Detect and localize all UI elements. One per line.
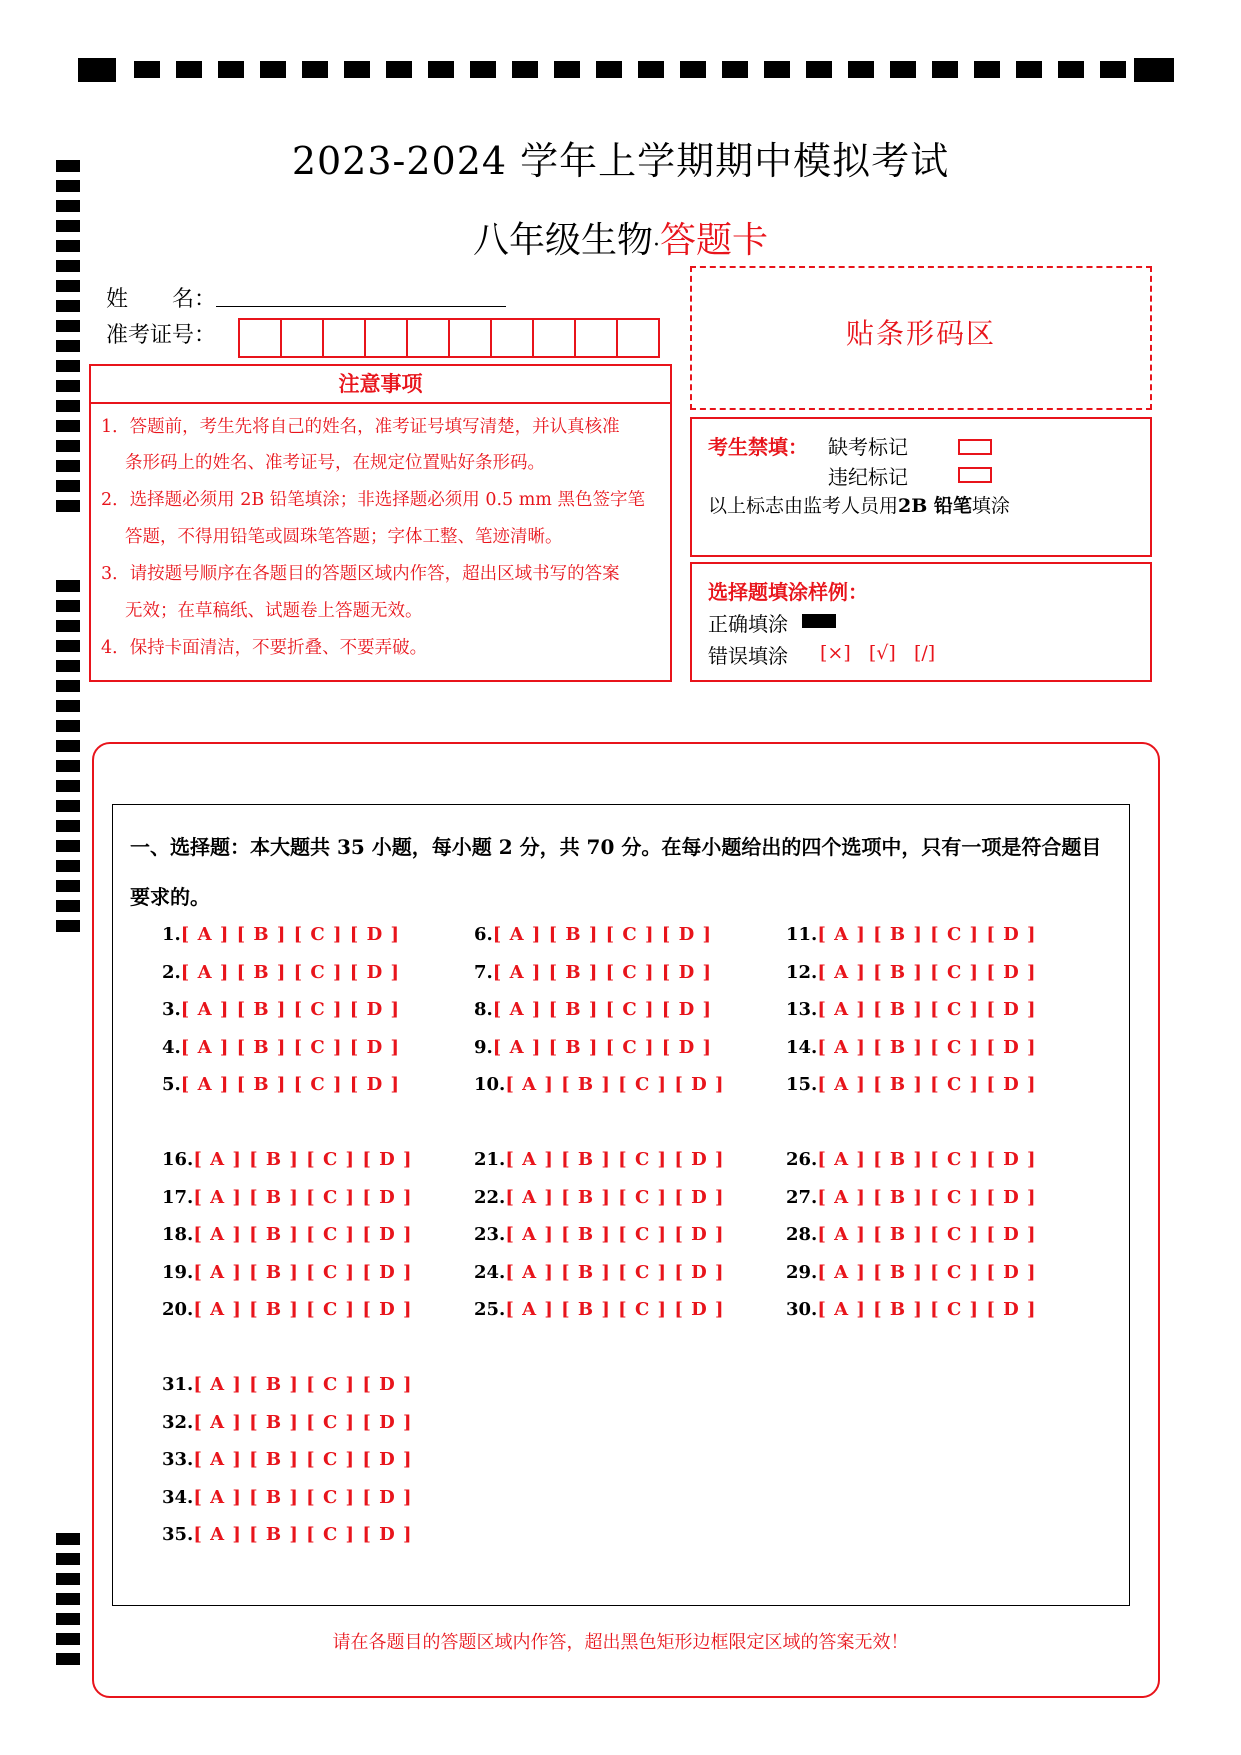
answer-options[interactable]: [ A ] [ B ] [ C ] [ D ]	[817, 1224, 1037, 1245]
wrong-mark-cross: [×]	[820, 642, 851, 664]
question-number: 35.	[162, 1524, 194, 1545]
question-number: 23.	[474, 1224, 506, 1245]
answer-options[interactable]: [ A ] [ B ] [ C ] [ D ]	[193, 1186, 413, 1208]
timing-mark	[302, 61, 328, 78]
timing-mark	[890, 61, 916, 78]
question-number: 9.	[474, 1036, 493, 1058]
question-row	[786, 1037, 1037, 1058]
timing-mark	[56, 280, 80, 292]
timing-mark	[56, 1613, 80, 1625]
question-row	[786, 1074, 1037, 1095]
wrong-mark-slash: [/]	[913, 642, 936, 664]
timing-mark	[638, 61, 664, 78]
timing-mark	[56, 680, 80, 692]
exam-id-label: 准考证号：	[106, 323, 217, 348]
forbidden-note	[708, 491, 1010, 518]
question-row	[474, 1149, 725, 1170]
answer-options[interactable]: [ A ] [ B ] [ C ] [ D ]	[193, 1486, 413, 1508]
answer-options[interactable]: [ A ] [ B ] [ C ] [ D ]	[193, 1374, 413, 1395]
timing-mark	[56, 1653, 80, 1665]
question-number: 34.	[162, 1486, 194, 1508]
timing-mark	[56, 460, 80, 472]
answer-options[interactable]: [ A ] [ B ] [ C ] [ D ]	[180, 924, 400, 945]
answer-options[interactable]: [ A ] [ B ] [ C ] [ D ]	[817, 1299, 1037, 1320]
answer-options[interactable]: [ A ] [ B ] [ C ] [ D ]	[193, 1524, 413, 1545]
question-row	[474, 1262, 725, 1283]
absent-mark-label: 缺考标记	[828, 435, 908, 459]
left-timing-marks	[56, 160, 80, 1680]
timing-mark	[56, 480, 80, 492]
correct-fill-sample	[802, 614, 836, 628]
notice-line: 无效；在草稿纸、试题卷上答题无效。	[125, 601, 423, 621]
name-field[interactable]	[216, 306, 506, 307]
answer-options[interactable]: [ A ] [ B ] [ C ] [ D ]	[193, 1149, 413, 1170]
answer-options[interactable]: [ A ] [ B ] [ C ] [ D ]	[492, 961, 712, 983]
timing-mark	[56, 720, 80, 732]
answer-options[interactable]: [ A ] [ B ] [ C ] [ D ]	[817, 924, 1037, 945]
answer-options[interactable]: [ A ] [ B ] [ C ] [ D ]	[505, 1149, 725, 1170]
question-number: 11.	[786, 924, 818, 945]
fill-sample-box	[690, 562, 1152, 682]
sample-title: 选择题填涂样例：	[708, 580, 868, 604]
timing-mark	[56, 640, 80, 652]
question-number: 30.	[786, 1299, 818, 1320]
question-number: 4.	[162, 1036, 181, 1058]
notice-line: 1．答题前，考生先将自己的姓名，准考证号填写清楚，并认真核准	[101, 417, 620, 437]
answer-options[interactable]: [ A ] [ B ] [ C ] [ D ]	[505, 1261, 725, 1283]
question-row	[474, 1074, 725, 1095]
question-row	[162, 1487, 413, 1508]
question-row	[786, 924, 1037, 945]
answer-options[interactable]: [ A ] [ B ] [ C ] [ D ]	[193, 1261, 413, 1283]
timing-mark	[56, 1553, 80, 1565]
exam-id-digit-box[interactable]	[532, 318, 576, 358]
timing-mark	[1100, 61, 1126, 78]
timing-mark	[344, 61, 370, 78]
notice-title: 注意事项	[89, 364, 672, 404]
timing-mark	[56, 200, 80, 212]
question-number: 1.	[162, 924, 181, 945]
exam-id-digit-box[interactable]	[616, 318, 660, 358]
question-row	[162, 1449, 413, 1470]
question-row	[162, 999, 400, 1020]
question-number: 32.	[162, 1411, 194, 1433]
question-number: 7.	[474, 961, 493, 983]
answer-options[interactable]: [ A ] [ B ] [ C ] [ D ]	[492, 1036, 712, 1058]
question-row	[162, 962, 400, 983]
question-row	[162, 1187, 413, 1208]
page-subtitle	[0, 212, 1241, 263]
timing-mark	[512, 61, 538, 78]
question-row	[162, 1374, 413, 1395]
forbidden-note-prefix: 以上标志由监考人员用	[708, 495, 899, 517]
timing-mark	[764, 61, 790, 78]
question-number: 27.	[786, 1186, 818, 1208]
notice-line: 答题，不得用铅笔或圆珠笔答题；字体工整、笔迹清晰。	[125, 527, 563, 547]
question-row	[162, 1149, 413, 1170]
forbidden-note-suffix: 填涂	[971, 495, 1010, 517]
timing-mark	[134, 61, 160, 78]
timing-mark	[78, 58, 116, 82]
question-row	[162, 1412, 413, 1433]
answer-options[interactable]: [ A ] [ B ] [ C ] [ D ]	[505, 1186, 725, 1208]
question-row	[162, 1037, 400, 1058]
timing-mark	[56, 800, 80, 812]
timing-mark	[848, 61, 874, 78]
question-row	[474, 1224, 725, 1245]
question-row	[474, 1187, 725, 1208]
question-number: 5.	[162, 1074, 181, 1095]
exam-id-digit-box[interactable]	[364, 318, 408, 358]
question-number: 31.	[162, 1374, 194, 1395]
timing-mark	[56, 420, 80, 432]
wrong-fill-label: 错误填涂	[708, 644, 788, 668]
question-number: 25.	[474, 1299, 506, 1320]
notice-line: 4．保持卡面清洁，不要折叠、不要弄破。	[101, 638, 428, 658]
answer-options[interactable]: [ A ] [ B ] [ C ] [ D ]	[193, 1299, 413, 1320]
answer-options[interactable]: [ A ] [ B ] [ C ] [ D ]	[180, 999, 400, 1020]
exam-id-digit-box[interactable]	[238, 318, 282, 358]
question-row	[162, 1299, 413, 1320]
question-number: 33.	[162, 1449, 194, 1470]
question-row	[786, 1299, 1037, 1320]
notice-box	[89, 402, 672, 682]
timing-mark	[56, 380, 80, 392]
question-row	[162, 924, 400, 945]
timing-mark	[56, 660, 80, 672]
timing-mark	[56, 820, 80, 832]
exam-id-digit-box[interactable]	[322, 318, 366, 358]
question-number: 20.	[162, 1299, 194, 1320]
answer-options[interactable]: [ A ] [ B ] [ C ] [ D ]	[817, 1186, 1037, 1208]
timing-mark	[1016, 61, 1042, 78]
timing-mark	[56, 900, 80, 912]
answer-options[interactable]: [ A ] [ B ] [ C ] [ D ]	[505, 1224, 725, 1245]
page-title: 2023-2024 学年上学期期中模拟考试	[291, 139, 950, 183]
wrong-mark-check: [√]	[868, 642, 896, 664]
timing-mark	[56, 740, 80, 752]
timing-mark	[428, 61, 454, 78]
subtitle-separator: ·	[653, 233, 660, 258]
question-row	[162, 1262, 413, 1283]
timing-mark	[806, 61, 832, 78]
timing-mark	[56, 300, 80, 312]
notice-line: 3．请按题号顺序在各题目的答题区域内作答，超出区域书写的答案	[101, 564, 620, 584]
question-row	[162, 1524, 413, 1545]
answer-options[interactable]: [ A ] [ B ] [ C ] [ D ]	[817, 1036, 1037, 1058]
barcode-label: 贴条形码区	[845, 317, 996, 350]
timing-mark	[260, 61, 286, 78]
exam-id-digit-box[interactable]	[574, 318, 618, 358]
timing-mark	[1134, 58, 1174, 82]
timing-mark	[56, 360, 80, 372]
question-number: 3.	[162, 999, 181, 1020]
question-row	[786, 999, 1037, 1020]
question-number: 24.	[474, 1261, 506, 1283]
timing-mark	[56, 620, 80, 632]
subtitle-suffix: 答题卡	[660, 220, 769, 261]
timing-mark	[56, 760, 80, 772]
timing-mark	[218, 61, 244, 78]
timing-mark	[554, 61, 580, 78]
subtitle-main: 八年级生物	[472, 220, 653, 261]
question-row	[162, 1224, 413, 1245]
timing-mark	[56, 780, 80, 792]
answer-options[interactable]: [ A ] [ B ] [ C ] [ D ]	[193, 1449, 413, 1470]
question-number: 15.	[786, 1074, 818, 1095]
examiner-only-box	[690, 417, 1152, 557]
timing-mark	[56, 400, 80, 412]
timing-mark	[56, 860, 80, 872]
answer-options[interactable]: [ A ] [ B ] [ C ] [ D ]	[817, 1261, 1037, 1283]
timing-mark	[56, 580, 80, 592]
timing-mark	[680, 61, 706, 78]
timing-mark	[56, 840, 80, 852]
correct-fill-label: 正确填涂	[708, 612, 788, 636]
answer-options[interactable]: [ A ] [ B ] [ C ] [ D ]	[492, 924, 712, 945]
question-number: 12.	[786, 961, 818, 983]
answer-options[interactable]: [ A ] [ B ] [ C ] [ D ]	[193, 1224, 413, 1245]
timing-mark	[1058, 61, 1084, 78]
timing-mark	[386, 61, 412, 78]
question-row	[474, 1299, 725, 1320]
timing-mark	[56, 320, 80, 332]
timing-mark	[56, 600, 80, 612]
wrong-fill-samples	[820, 642, 935, 664]
forbidden-note-bold: 2B 铅笔	[898, 495, 972, 517]
exam-id-digit-box[interactable]	[406, 318, 450, 358]
timing-mark	[56, 340, 80, 352]
answer-options[interactable]: [ A ] [ B ] [ C ] [ D ]	[505, 1074, 725, 1095]
answer-options[interactable]: [ A ] [ B ] [ C ] [ D ]	[492, 999, 712, 1020]
question-number: 16.	[162, 1149, 194, 1170]
question-row	[786, 1224, 1037, 1245]
violation-mark-label: 违纪标记	[828, 465, 908, 489]
question-row	[162, 1074, 400, 1095]
question-number: 8.	[474, 999, 493, 1020]
answer-options[interactable]: [ A ] [ B ] [ C ] [ D ]	[817, 961, 1037, 983]
question-number: 22.	[474, 1186, 506, 1208]
notice-line: 条形码上的姓名、准考证号，在规定位置贴好条形码。	[125, 453, 545, 473]
question-row	[474, 1037, 712, 1058]
timing-mark	[56, 920, 80, 932]
timing-mark	[56, 1593, 80, 1605]
question-number: 28.	[786, 1224, 818, 1245]
footer-note: 请在各题目的答题区域内作答，超出黑色矩形边框限定区域的答案无效！	[332, 1632, 909, 1653]
question-row	[786, 962, 1037, 983]
answer-options[interactable]: [ A ] [ B ] [ C ] [ D ]	[817, 1074, 1037, 1095]
question-number: 18.	[162, 1224, 194, 1245]
question-row	[786, 1262, 1037, 1283]
name-label: 姓 名：	[106, 287, 217, 312]
answer-options[interactable]: [ A ] [ B ] [ C ] [ D ]	[505, 1299, 725, 1320]
timing-mark	[974, 61, 1000, 78]
answer-options[interactable]: [ A ] [ B ] [ C ] [ D ]	[193, 1411, 413, 1433]
answer-options[interactable]: [ A ] [ B ] [ C ] [ D ]	[180, 1074, 400, 1095]
exam-id-digit-box[interactable]	[490, 318, 534, 358]
timing-mark	[56, 700, 80, 712]
question-number: 17.	[162, 1186, 194, 1208]
timing-mark	[56, 1573, 80, 1585]
answer-options[interactable]: [ A ] [ B ] [ C ] [ D ]	[817, 1149, 1037, 1170]
timing-mark	[56, 440, 80, 452]
timing-mark	[596, 61, 622, 78]
timing-mark	[56, 500, 80, 512]
question-number: 14.	[786, 1036, 818, 1058]
question-number: 10.	[474, 1074, 506, 1095]
exam-id-digit-box[interactable]	[280, 318, 324, 358]
section-intro: 一、选择题：本大题共 35 小题，每小题 2 分，共 70 分。在每小题给出的四个选项中，只有一项是符合题目要求的。	[130, 835, 1102, 909]
question-number: 6.	[474, 924, 493, 945]
violation-mark-box[interactable]	[958, 467, 992, 483]
question-row	[474, 924, 712, 945]
timing-mark	[56, 1533, 80, 1545]
question-number: 29.	[786, 1261, 818, 1283]
answer-options[interactable]: [ A ] [ B ] [ C ] [ D ]	[817, 999, 1037, 1020]
question-number: 21.	[474, 1149, 506, 1170]
top-timing-marks	[78, 58, 1174, 82]
forbidden-title: 考生禁填：	[708, 435, 808, 459]
timing-mark	[56, 880, 80, 892]
question-row	[786, 1149, 1037, 1170]
exam-id-boxes	[238, 318, 658, 356]
question-number: 13.	[786, 999, 818, 1020]
timing-mark	[932, 61, 958, 78]
exam-id-digit-box[interactable]	[448, 318, 492, 358]
question-number: 26.	[786, 1149, 818, 1170]
timing-mark	[470, 61, 496, 78]
question-row	[786, 1187, 1037, 1208]
notice-line: 2．选择题必须用 2B 铅笔填涂；非选择题必须用 0.5 mm 黑色签字笔	[101, 490, 645, 510]
absent-mark-box[interactable]	[958, 439, 992, 455]
answer-options[interactable]: [ A ] [ B ] [ C ] [ D ]	[180, 961, 400, 983]
answer-options[interactable]: [ A ] [ B ] [ C ] [ D ]	[180, 1036, 400, 1058]
timing-mark	[722, 61, 748, 78]
question-row	[474, 999, 712, 1020]
question-number: 19.	[162, 1261, 194, 1283]
timing-mark	[176, 61, 202, 78]
question-number: 2.	[162, 961, 181, 983]
question-row	[474, 962, 712, 983]
